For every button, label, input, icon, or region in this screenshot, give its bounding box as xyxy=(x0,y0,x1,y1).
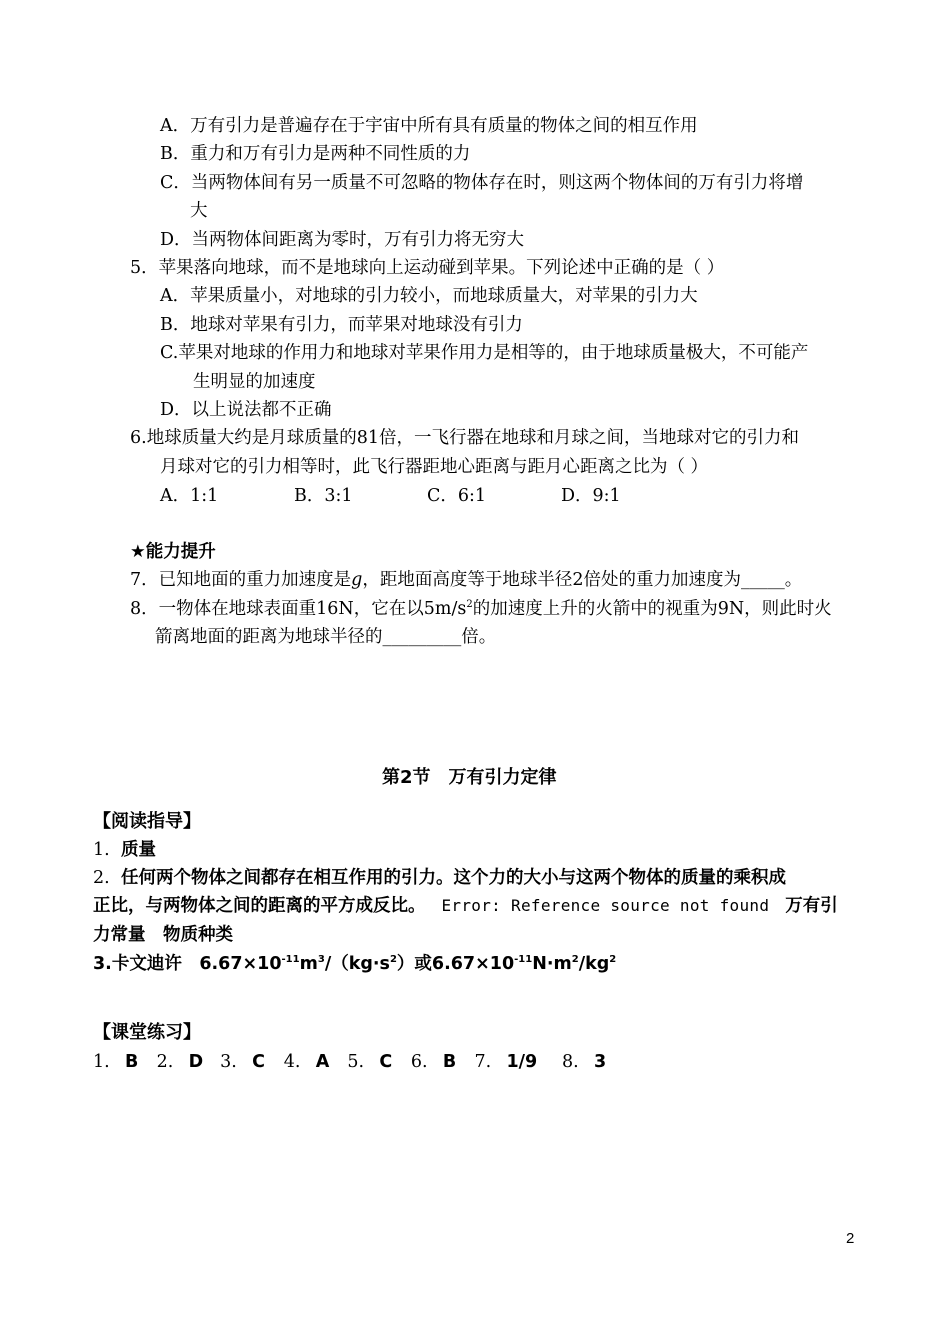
q5-option-a: A．苹果质量小，对地球的引力较小，而地球质量大，对苹果的引力大 xyxy=(160,286,698,306)
q6-option-c: C．6:1 xyxy=(427,486,487,506)
answer-number: 8. xyxy=(562,1052,579,1072)
reading-item-2-line3: 力常量 物质种类 xyxy=(93,925,233,945)
answer-number: 3. xyxy=(220,1052,237,1072)
answer-number: 5. xyxy=(347,1052,365,1072)
reading-item-3-c: /（kg·s xyxy=(324,954,390,974)
reading-item-3-b: m xyxy=(299,954,318,974)
answer-value: C xyxy=(252,1052,265,1072)
reading-item-3-sup3: 2 xyxy=(389,954,397,965)
reading-item-3-sup4: -11 xyxy=(514,954,533,965)
reading-item-3-sup1: -11 xyxy=(281,954,300,965)
reading-item-2-text-3: 万有引 xyxy=(785,896,838,916)
answer-value: 1/9 xyxy=(506,1052,538,1072)
q8-line1 xyxy=(130,597,832,621)
q5-stem: 5．苹果落向地球，而不是地球向上运动碰到苹果。下列论述中正确的是（ ） xyxy=(130,258,725,278)
practice-heading: 【课堂练习】 xyxy=(93,1022,201,1043)
q4-option-a: A．万有引力是普遍存在于宇宙中所有具有质量的物体之间的相互作用 xyxy=(160,116,698,136)
reading-item-2-number: 2. xyxy=(93,868,110,888)
reading-item-1-number: 1. xyxy=(93,840,110,860)
reading-item-3-sup5: 2 xyxy=(571,954,579,965)
reading-item-3-d: ）或6.67×10 xyxy=(396,954,515,974)
q7 xyxy=(130,568,802,592)
answer-number: 6. xyxy=(410,1052,428,1072)
q5-option-b: B．地球对苹果有引力，而苹果对地球没有引力 xyxy=(160,315,523,335)
reading-item-3-sup6: 2 xyxy=(609,954,617,965)
answers-row xyxy=(93,1050,620,1074)
answer-number: 1. xyxy=(93,1052,110,1072)
page-number: 2 xyxy=(846,1230,855,1247)
reading-item-2-text: 任何两个物体之间都存在相互作用的引力。这个力的大小与这两个物体的质量的乘积成 xyxy=(121,868,786,888)
answer-number: 4. xyxy=(283,1052,301,1072)
q6-options xyxy=(160,484,621,508)
q4-option-d: D．当两物体间距离为零时，万有引力将无穷大 xyxy=(160,230,525,250)
q8-superscript: 2 xyxy=(466,599,473,610)
answer-value: A xyxy=(315,1052,330,1072)
q6-stem-line1: 6.地球质量大约是月球质量的81倍，一飞行器在地球和月球之间，当地球对它的引力和 xyxy=(130,428,799,448)
reading-item-2-line2 xyxy=(93,894,838,918)
answer-number: 7. xyxy=(474,1052,492,1072)
q8-text-a: 8．一物体在地球表面重16N，它在以5m/s xyxy=(130,599,467,619)
reading-item-3 xyxy=(93,952,616,976)
section-ability-heading: ★能力提升 xyxy=(130,542,216,562)
reading-item-3-f: /kg xyxy=(578,954,610,974)
q7-variable: g xyxy=(351,570,363,590)
q5-option-d: D．以上说法都不正确 xyxy=(160,400,332,420)
reading-item-2-text-2: 正比，与两物体之间的距离的平方成反比。 xyxy=(93,896,426,916)
q6-option-a: A．1:1 xyxy=(160,486,219,506)
q8-line2: 箭离地面的距离为地球半径的_________倍。 xyxy=(155,627,497,647)
answer-value: D xyxy=(188,1052,204,1072)
answer-value: C xyxy=(379,1052,393,1072)
q7-text-pre: 7．已知地面的重力加速度是 xyxy=(130,570,352,590)
q4-option-b: B．重力和万有引力是两种不同性质的力 xyxy=(160,144,471,164)
reading-item-2-line1 xyxy=(93,866,786,890)
q4-option-c-line1: C．当两物体间有另一质量不可忽略的物体存在时，则这两个物体间的万有引力将增 xyxy=(160,173,804,193)
q8-text-b: 的加速度上升的火箭中的视重为9N，则此时火 xyxy=(472,599,832,619)
answer-number: 2. xyxy=(156,1052,174,1072)
reading-item-1 xyxy=(93,838,156,862)
q4-option-c-line2: 大 xyxy=(190,201,208,221)
reading-item-3-e: N·m xyxy=(532,954,572,974)
q6-option-d: D．9:1 xyxy=(561,486,621,506)
q5-option-c-line1: C.苹果对地球的作用力和地球对苹果作用力是相等的，由于地球质量极大，不可能产 xyxy=(160,343,809,363)
answer-value: B xyxy=(442,1052,457,1072)
reading-item-3-sup2: 3 xyxy=(317,954,325,965)
answer-value: 3 xyxy=(594,1052,607,1072)
section-title: 第2节 万有引力定律 xyxy=(382,767,557,788)
reading-item-3-a: 3.卡文迪许 6.67×10 xyxy=(93,954,282,974)
q6-stem-line2: 月球对它的引力相等时，此飞行器距地心距离与距月心距离之比为（ ） xyxy=(160,457,709,477)
reading-guide-heading: 【阅读指导】 xyxy=(93,811,201,832)
q7-text-post: ，距地面高度等于地球半径2倍处的重力加速度为_____。 xyxy=(362,570,803,590)
q6-option-b: B．3:1 xyxy=(294,486,353,506)
reading-item-1-text: 质量 xyxy=(121,840,156,860)
q5-option-c-line2: 生明显的加速度 xyxy=(193,372,316,392)
answer-value: B xyxy=(125,1052,139,1072)
reading-item-2-error: Error: Reference source not found xyxy=(441,896,770,915)
